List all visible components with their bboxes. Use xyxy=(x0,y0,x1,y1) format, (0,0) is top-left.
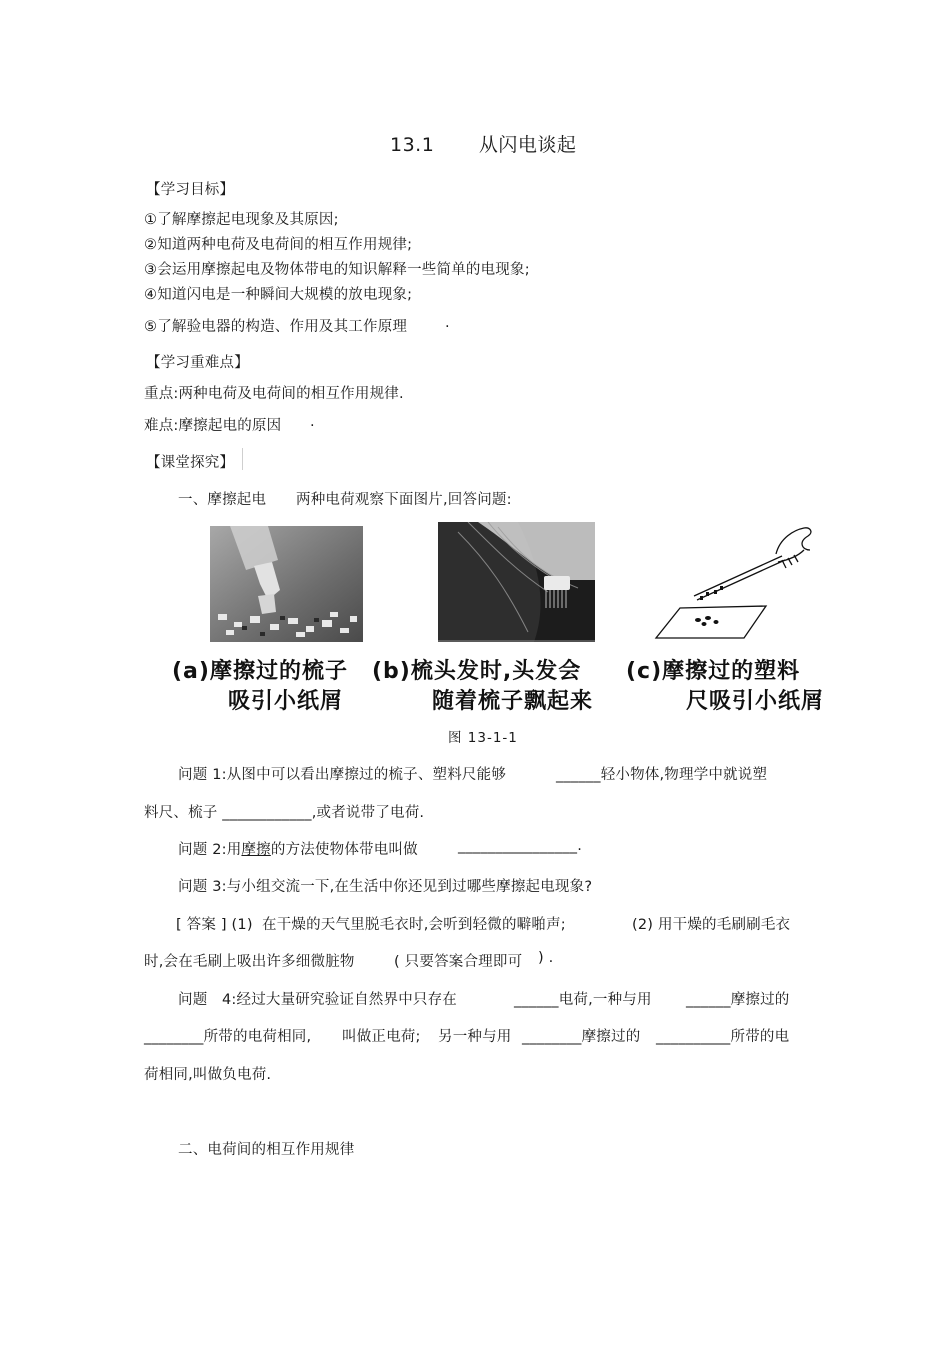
figure-label: 图 13-1-1 xyxy=(448,730,518,746)
answer-part2: (2) 用干燥的毛刷刷毛衣 xyxy=(632,917,791,933)
section1-instruction: 两种电荷观察下面图片,回答问题: xyxy=(296,492,512,508)
title-text: 从闪电谈起 xyxy=(478,134,577,156)
keypoints-heading: 【学习重难点】 xyxy=(146,355,249,371)
section1-title: 一、摩擦起电 xyxy=(178,492,267,508)
q2-blank: ________________. xyxy=(458,838,583,854)
q4-line2e: __________所带的电 xyxy=(656,1029,790,1045)
goal-item-end: . xyxy=(445,315,450,331)
answer-line2a: 时,会在毛刷上吸出许多细微脏物 xyxy=(144,954,355,970)
q4-label: 问题 xyxy=(178,992,208,1008)
answer-part1: 在干燥的天气里脱毛衣时,会听到轻微的噼啪声; xyxy=(262,917,566,933)
answer-line2b: ( 只要答案合理即可 xyxy=(394,954,523,970)
q4-text: 4:经过大量研究验证自然界中只存在 xyxy=(222,992,458,1008)
q4-line2c: 另一种与用 xyxy=(438,1029,512,1045)
q2-underlined: 摩擦 xyxy=(241,842,271,858)
divider xyxy=(242,448,243,470)
difficulty-line: 难点:摩擦起电的原因 xyxy=(144,418,282,434)
q4-line2d: ________摩擦过的 xyxy=(522,1029,641,1045)
focus-line: 重点:两种电荷及电荷间的相互作用规律. xyxy=(144,386,404,402)
goal-item: ③会运用摩擦起电及物体带电的知识解释一些简单的电现象; xyxy=(144,262,530,278)
q2-line xyxy=(178,838,418,859)
q4-blank1: ______电荷,一种与用 xyxy=(514,992,652,1008)
goal-item: ②知道两种电荷及电荷间的相互作用规律; xyxy=(144,237,413,253)
goal-item: ①了解摩擦起电现象及其原因; xyxy=(144,212,339,228)
title-number: 13.1 xyxy=(390,134,435,156)
figure-caption-b-line2: 随着梳子飘起来 xyxy=(432,689,594,714)
figure-caption-c-line1: (c)摩擦过的塑料 xyxy=(626,659,801,684)
q2-text-a: 问题 2:用 xyxy=(178,842,242,858)
drawing-ruler-paper xyxy=(648,520,818,644)
photo-comb-paper xyxy=(210,526,363,642)
q1-line1a: 问题 1:从图中可以看出摩擦过的梳子、塑料尺能够 xyxy=(178,767,507,783)
explore-heading: 【课堂探究】 xyxy=(146,455,235,471)
figure-caption-a-line1: (a)摩擦过的梳子 xyxy=(172,659,348,684)
q1-line2: 料尺、梳子 ____________,或者说带了电荷. xyxy=(144,805,425,821)
figure-caption-a-line2: 吸引小纸屑 xyxy=(228,689,344,714)
answer-line2c: ) . xyxy=(538,950,554,966)
q2-text-b: 的方法使物体带电叫做 xyxy=(270,842,418,858)
difficulty-end: . xyxy=(310,414,315,430)
q4-blank2: ______摩擦过的 xyxy=(686,992,790,1008)
q4-line2a: ________所带的电荷相同, xyxy=(144,1029,312,1045)
figure-caption-c-line2: 尺吸引小纸屑 xyxy=(686,689,825,714)
answer-label: [ 答案 ] (1) xyxy=(176,917,253,933)
q4-line2b: 叫做正电荷; xyxy=(342,1029,421,1045)
page-title xyxy=(390,130,576,157)
goal-item: ⑤了解验电器的构造、作用及其工作原理 xyxy=(144,319,408,335)
q1-line1b: ______轻小物体,物理学中就说塑 xyxy=(556,767,768,783)
goal-item: ④知道闪电是一种瞬间大规模的放电现象; xyxy=(144,287,413,303)
q3-line: 问题 3:与小组交流一下,在生活中你还见到过哪些摩擦起电现象? xyxy=(178,879,593,895)
goals-heading: 【学习目标】 xyxy=(146,182,235,198)
photo-hair-comb xyxy=(438,522,595,642)
figure-caption-b-line1: (b)梳头发时,头发会 xyxy=(372,659,582,684)
section2-title: 二、电荷间的相互作用规律 xyxy=(178,1142,355,1158)
q4-line3: 荷相同,叫做负电荷. xyxy=(144,1067,272,1083)
